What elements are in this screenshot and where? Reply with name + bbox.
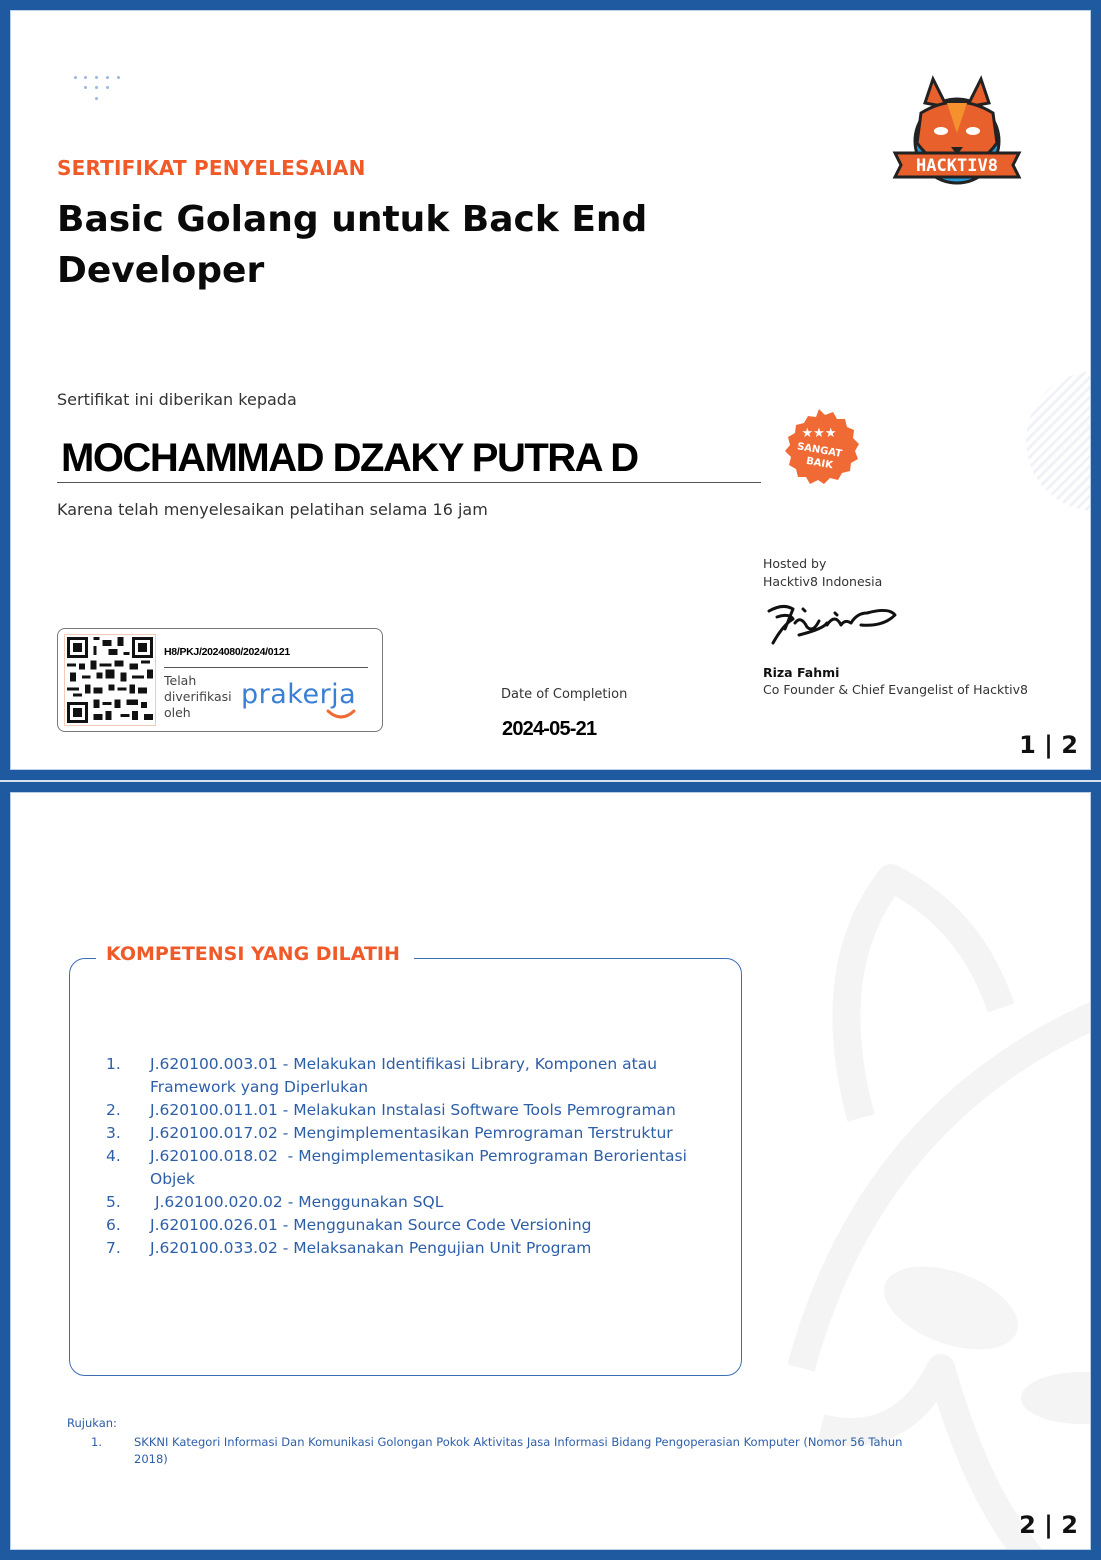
prakerja-logo: prakerja <box>241 679 357 710</box>
hosted-by <box>763 555 882 591</box>
competencies-box <box>69 943 742 1376</box>
prakerja-smile-icon <box>325 709 357 721</box>
references-list <box>91 1434 911 1468</box>
svg-text:SANGAT: SANGAT <box>796 441 843 460</box>
competency-item: 6. J.620100.026.01 - Menggunakan Source Code Versioning <box>106 1216 592 1234</box>
certificate-page-2 <box>0 782 1101 1560</box>
reference-item: 1. SKKNI Kategori Informasi Dan Komunikasi Golongan Pokok Aktivitas Jasa Informasi Bidang Pengoperasian Komputer (Nomor 56 Tahun 2018) <box>91 1435 903 1466</box>
competency-item: 4. J.620100.018.02 - Mengimplementasikan Pemrograman Berorientasi Objek <box>106 1147 692 1188</box>
decorative-stripe-circle <box>1026 371 1091 511</box>
signer-name: Riza Fahmi <box>763 665 840 680</box>
page-number: 1 | 2 <box>1019 731 1078 759</box>
verification-id: H8/PKJ/2024080/2024/0121 <box>164 646 290 658</box>
hosted-by-label: Hosted by <box>763 556 827 571</box>
verification-divider <box>164 667 368 668</box>
svg-text:HACKTIV8: HACKTIV8 <box>916 156 998 176</box>
references-label: Rujukan: <box>67 1416 117 1430</box>
certificate-type: SERTIFIKAT PENYELESAIAN <box>57 156 366 180</box>
completion-date-label: Date of Completion <box>501 687 628 702</box>
course-title: Basic Golang untuk Back End Developer <box>57 199 648 291</box>
page-number: 2 | 2 <box>1019 1511 1078 1539</box>
competency-item: 7. J.620100.033.02 - Melaksanakan Pengujian Unit Program <box>106 1239 592 1257</box>
rating-badge-icon <box>777 407 861 491</box>
hacktiv8-fox-logo-icon <box>885 73 1035 193</box>
completion-date: 2024-05-21 <box>502 718 597 740</box>
verification-card <box>57 628 383 732</box>
name-underline <box>57 482 761 483</box>
page-2-content <box>10 792 1091 1550</box>
qr-code-icon[interactable] <box>64 634 156 726</box>
svg-text:BAIK: BAIK <box>805 455 834 472</box>
signer-role: Co Founder & Chief Evangelist of Hacktiv8 <box>763 682 1028 697</box>
completion-reason: Karena telah menyelesaikan pelatihan selama 16 jam <box>57 500 488 519</box>
svg-text:★★★: ★★★ <box>801 426 837 441</box>
given-to-label: Sertifikat ini diberikan kepada <box>57 390 297 409</box>
host-organization: Hacktiv8 Indonesia <box>763 574 883 589</box>
competencies-title: KOMPETENSI YANG DILATIH <box>96 943 414 965</box>
competency-item: 2. J.620100.011.01 - Melakukan Instalasi Software Tools Pemrograman <box>106 1101 676 1119</box>
competency-item: 1. J.620100.003.01 - Melakukan Identifikasi Library, Komponen atau Framework yang Diperlukan <box>106 1055 658 1096</box>
page-1-content <box>10 10 1091 770</box>
competency-item: 3. J.620100.017.02 - Mengimplementasikan Pemrograman Terstruktur <box>106 1124 673 1142</box>
recipient-name: MOCHAMMAD DZAKY PUTRA D <box>61 436 638 480</box>
verified-by-label: Telah diverifikasi oleh <box>164 673 232 720</box>
competencies-list <box>100 1053 720 1260</box>
competency-item: 5. J.620100.020.02 - Menggunakan SQL <box>106 1193 444 1211</box>
signature-icon <box>763 599 903 655</box>
decorative-dots-icon <box>74 76 134 116</box>
